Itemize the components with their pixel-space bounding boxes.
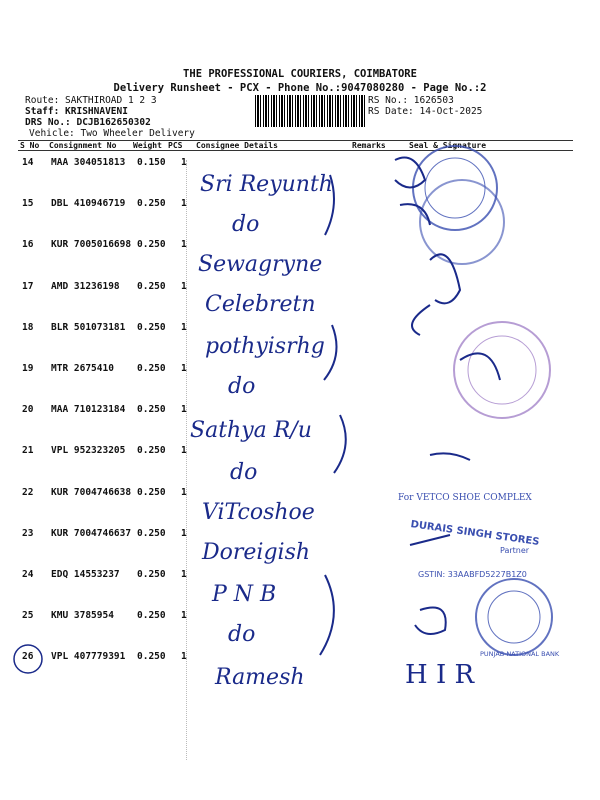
rs-number: RS No.: 1626503 — [368, 95, 454, 106]
handwriting-row23: Doreigish — [202, 540, 311, 565]
runsheet-title: Delivery Runsheet - PCX - Phone No.:9047080280 - Page No.:2 — [113, 82, 487, 94]
col-pcs: PCS — [168, 141, 183, 150]
row-26-circle — [14, 645, 42, 673]
col-sno: S No — [20, 141, 40, 150]
cell-sno: 22 — [22, 486, 34, 498]
cell-pcs: 1 — [181, 610, 187, 622]
col-consignment: Consignment No — [49, 141, 117, 150]
handwriting-row19: do — [228, 374, 256, 399]
stamp-pnb-text: PUNJAB NATIONAL BANK — [480, 650, 560, 658]
cell-consignment: EDQ 14553237 — [51, 569, 120, 580]
cell-pcs: 1 — [181, 321, 187, 333]
stamp-round-2 — [420, 180, 504, 264]
cell-consignment: MAA 710123184 — [51, 404, 126, 416]
cell-weight: 0.150 — [137, 157, 166, 168]
cell-sno: 18 — [22, 321, 34, 333]
cell-sno: 15 — [22, 198, 34, 210]
cell-consignment: AMD 31236198 — [51, 280, 120, 292]
cell-pcs: 1 — [181, 445, 187, 457]
cell-weight: 0.250 — [137, 321, 166, 333]
stamp-pnb — [476, 579, 552, 655]
cell-sno: 20 — [22, 404, 34, 416]
cell-weight: 0.250 — [137, 445, 166, 457]
remark-hir: H I R — [405, 660, 475, 690]
handwriting-row14: Sri Reyunth — [200, 172, 333, 197]
cell-pcs: 1 — [181, 157, 187, 168]
cell-sno: 17 — [22, 280, 34, 292]
handwriting-row21: do — [230, 460, 258, 485]
cell-pcs: 1 — [181, 239, 187, 251]
handwriting-row17: Celebretn — [205, 292, 316, 317]
stamp-gstin: GSTIN: 33AABFD5227B1Z0 — [418, 570, 527, 579]
cell-pcs: 1 — [181, 651, 187, 663]
cell-weight: 0.250 — [137, 280, 166, 292]
cell-consignment: BLR 501073181 — [51, 321, 126, 333]
handwriting-row22: ViTcoshoe — [202, 500, 315, 525]
cell-weight: 0.250 — [137, 404, 166, 416]
handwriting-row26: Ramesh — [215, 665, 305, 690]
cell-weight: 0.250 — [137, 486, 166, 498]
cell-consignment: MAA 304051813 — [51, 157, 126, 168]
cell-consignment: KUR 7004746638 — [51, 486, 132, 498]
cell-sno: 26 — [22, 651, 34, 663]
cell-consignment: MTR 2675410 — [51, 363, 114, 374]
handwriting-row16: Sewagryne — [198, 252, 323, 277]
cell-sno: 19 — [22, 363, 34, 374]
cell-pcs: 1 — [181, 363, 187, 374]
cell-sno: 16 — [22, 239, 34, 251]
handwriting-row18: pothyisrhg — [205, 334, 325, 359]
cell-weight: 0.250 — [137, 569, 166, 580]
vehicle-label: Vehicle: Two Wheeler Delivery — [29, 128, 195, 139]
cell-consignment: VPL 952323205 — [51, 445, 126, 457]
drs-label: DRS No.: DCJB162650302 — [25, 117, 151, 128]
cell-weight: 0.250 — [137, 527, 166, 539]
staff-label: Staff: KRISHNAVENI — [25, 106, 128, 117]
cell-sno: 23 — [22, 527, 34, 539]
stamp-partner: Partner — [500, 546, 530, 555]
cell-weight: 0.250 — [137, 239, 166, 251]
cell-consignment: KUR 7004746637 — [51, 527, 132, 539]
handwriting-row25: do — [228, 622, 256, 647]
cell-pcs: 1 — [181, 527, 187, 539]
cell-weight: 0.250 — [137, 651, 166, 663]
brace-strokes — [320, 175, 346, 655]
cell-sno: 14 — [22, 157, 34, 168]
stamp-round-1 — [413, 146, 497, 230]
cell-consignment: DBL 410946719 — [51, 198, 126, 210]
stamp-durais: DURAIS SINGH STORES — [409, 519, 541, 548]
handwriting-row24: P N B — [212, 582, 277, 607]
cell-consignment: VPL 407779391 — [51, 651, 126, 663]
cell-pcs: 1 — [181, 404, 187, 416]
col-seal: Seal & Signature — [409, 141, 487, 150]
cell-pcs: 1 — [181, 486, 187, 498]
cell-sno: 25 — [22, 610, 34, 622]
cell-sno: 24 — [22, 569, 34, 580]
handwriting-row15: do — [232, 212, 260, 237]
cell-consignment: KMU 3785954 — [51, 610, 114, 622]
cell-sno: 21 — [22, 445, 34, 457]
cell-pcs: 1 — [181, 198, 187, 210]
cell-pcs: 1 — [181, 280, 187, 292]
cell-weight: 0.250 — [137, 610, 166, 622]
handwriting-row20: Sathya R/u — [190, 418, 312, 443]
cell-weight: 0.250 — [137, 363, 166, 374]
company-title: THE PROFESSIONAL COURIERS, COIMBATORE — [183, 68, 417, 80]
col-remarks: Remarks — [352, 141, 386, 150]
rs-date: RS Date: 14-Oct-2025 — [368, 106, 483, 117]
col-weight: Weight — [133, 141, 162, 150]
cell-weight: 0.250 — [137, 198, 166, 210]
col-consignee: Consignee Details — [196, 141, 278, 150]
stamp-vetco: For VETCO SHOE COMPLEX — [398, 493, 532, 503]
route-label: Route: SAKTHIROAD 1 2 3 — [25, 95, 157, 106]
cell-consignment: KUR 7005016698 — [51, 239, 132, 251]
cell-pcs: 1 — [181, 569, 187, 580]
